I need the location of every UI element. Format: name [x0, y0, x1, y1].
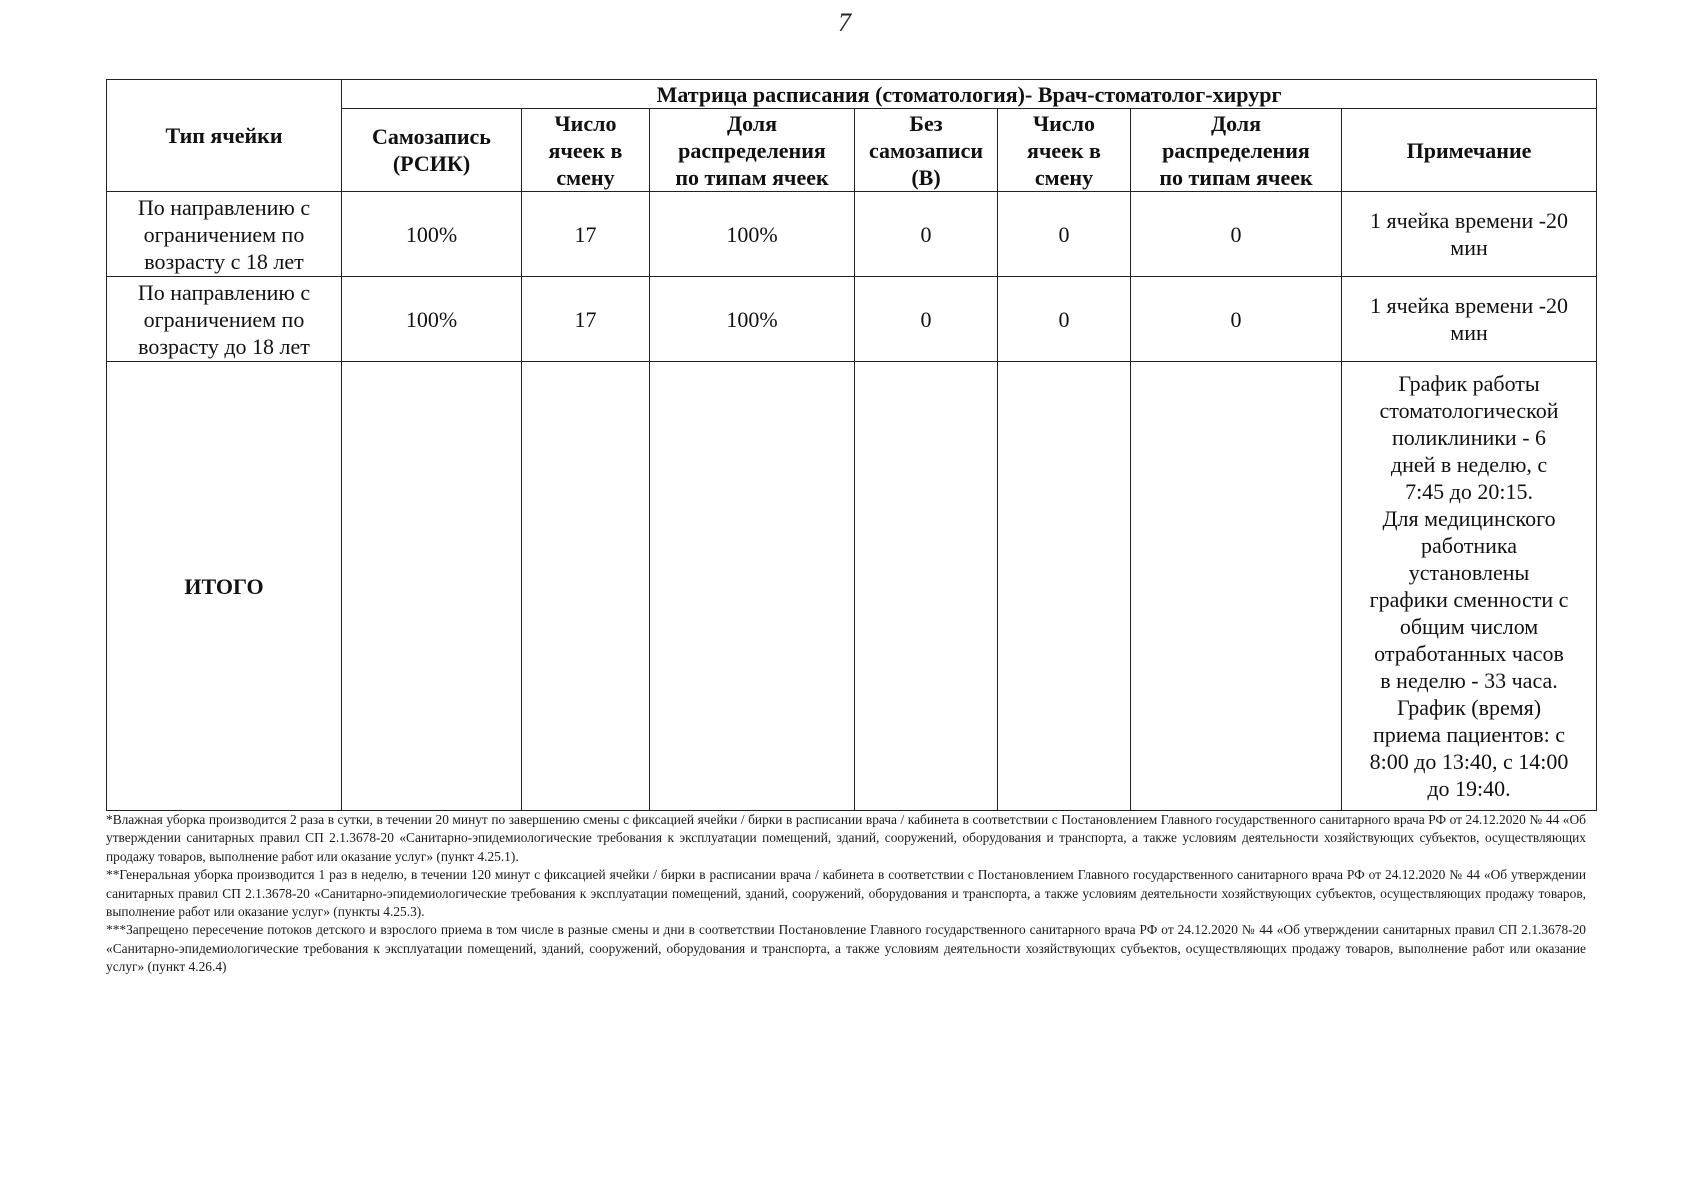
empty-cell: [342, 362, 522, 811]
total-row: [107, 362, 1597, 811]
header-cells-per-shift-line: Число: [554, 110, 617, 136]
total-note-line: работника: [1421, 533, 1517, 558]
header-cells-per-shift-line: Число: [1033, 110, 1095, 136]
header-self-booking-line: (РСИК): [392, 151, 471, 176]
cell-type-line: По направлению с: [137, 279, 311, 305]
total-note-line: приема пациентов: с: [1372, 722, 1566, 747]
table-row: [107, 277, 1597, 362]
cell-type-line: возрасту с 18 лет: [144, 248, 304, 274]
cell-note-line: 1 ячейка времени -20: [1369, 293, 1569, 318]
footnote-general-cleaning: **Генеральная уборка производится 1 раз в неделю, в течении 120 минут с фиксацией ячейки / бирки в расписании врача / кабинета в соответствии с Постановлением Главного государственного санитарного врача РФ от 24.12.2020 № 44 «Об утверждении санитарных правил СП 2.1.3678-20 «Санитарно-эпидемиологические требования к эксплуатации помещений, зданий, сооружений, оборудования и транспорта, а также условиям деятельности хозяйствующих субъектов, осуществляющих продажу товаров, выполнение работ или оказание услуг» (пункты 4.25.3).: [106, 867, 1586, 920]
header-share-line: по типам ячеек: [1159, 164, 1313, 190]
cell-type-line: По направлению с: [137, 194, 311, 220]
cell-type-line: ограничением по: [143, 306, 305, 332]
cell-note: [1342, 277, 1597, 362]
cell-self-booking: 100%: [342, 192, 522, 277]
schedule-matrix-table: [106, 79, 1597, 811]
header-cell-type: [107, 80, 342, 192]
total-note-line: поликлиники - 6: [1392, 425, 1547, 450]
header-share-line: Доля: [1210, 110, 1262, 136]
total-note-line: стоматологической: [1379, 398, 1559, 423]
footnote-flow-separation: ***Запрещено пересечение потоков детского и взрослого приема в том числе в разные смены и дни в соответствии Постановление Главного государственного санитарного врача РФ от 24.12.2020 № 44 «Об утверждении санитарных правил СП 2.1.3678-20 «Санитарно-эпидемиологические требования к эксплуатации помещений, зданий, сооружений, оборудования и транспорта, а также условиям деятельности хозяйствующих субъектов, осуществляющих продажу товаров, выполнение работ или оказание услуг» (пункт 4.26.4): [106, 922, 1586, 975]
total-label: ИТОГО: [107, 362, 342, 811]
header-note: [1342, 109, 1597, 192]
empty-cell: [1131, 362, 1342, 811]
table-title-text: Матрица расписания (стоматология)- Врач-стоматолог-хирург: [656, 81, 1282, 107]
empty-cell: [855, 362, 998, 811]
empty-cell: [998, 362, 1131, 811]
cell-note-line: мин: [1450, 320, 1488, 345]
total-note-line: 7:45 до 20:15.: [1405, 479, 1533, 504]
header-no-self-booking-line: самозаписи: [868, 137, 984, 163]
cell-cells-per-shift-1: 17: [522, 277, 650, 362]
header-share-line: по типам ячеек: [675, 164, 829, 190]
cell-note: [1342, 192, 1597, 277]
cell-note-line: мин: [1450, 235, 1488, 260]
total-note-line: График (время): [1396, 695, 1542, 720]
header-no-self-booking: [855, 109, 998, 192]
total-note-line: дней в неделю, с: [1390, 452, 1548, 477]
cell-type-line: возрасту до 18 лет: [138, 333, 310, 359]
table-title: [342, 80, 1597, 109]
header-self-booking-line: Самозапись: [372, 124, 491, 149]
footnote-wet-cleaning: *Влажная уборка производится 2 раза в сутки, в течении 20 минут по завершению смены с фиксацией ячейки / бирки в расписании врача / кабинета в соответствии с Постановлением Главного государственного санитарного врача РФ от 24.12.2020 № 44 «Об утверждении санитарных правил СП 2.1.3678-20 «Санитарно-эпидемиологические требования к эксплуатации помещений, зданий, сооружений, оборудования и транспорта, а также условиям деятельности хозяйствующих субъектов, осуществляющих продажу товаров, выполнение работ или оказание услуг» (пункт 4.25.1).: [106, 812, 1586, 864]
header-no-self-booking-line: (В): [911, 164, 941, 190]
page-number: 7: [838, 8, 851, 37]
empty-cell: [650, 362, 855, 811]
cell-self-booking: 100%: [342, 277, 522, 362]
cell-share-2: 0: [1131, 192, 1342, 277]
total-note: [1342, 362, 1597, 811]
cell-type: [107, 192, 342, 277]
cell-no-self-booking: 0: [855, 192, 998, 277]
header-cells-per-shift-1: [522, 109, 650, 192]
header-cells-per-shift-2: [998, 109, 1131, 192]
total-note-line: График работы: [1398, 371, 1540, 396]
header-share-line: распределения: [678, 137, 826, 163]
header-self-booking: [342, 109, 522, 192]
total-note-line: отработанных часов: [1374, 641, 1564, 666]
header-note-label: Примечание: [1406, 137, 1532, 163]
header-share-line: Доля: [726, 110, 778, 136]
footnotes: [106, 811, 1586, 977]
cell-cells-per-shift-2: 0: [998, 277, 1131, 362]
cell-share-2: 0: [1131, 277, 1342, 362]
total-note-line: графики сменности с: [1369, 587, 1569, 612]
cell-type-line: ограничением по: [143, 221, 305, 247]
header-share-2: [1131, 109, 1342, 192]
total-note-line: до 19:40.: [1427, 776, 1511, 801]
header-share-line: распределения: [1162, 137, 1310, 163]
header-cells-per-shift-line: смену: [556, 164, 615, 190]
empty-cell: [522, 362, 650, 811]
total-note-line: установлены: [1408, 560, 1530, 585]
cell-no-self-booking: 0: [855, 277, 998, 362]
cell-share-1: 100%: [650, 192, 855, 277]
header-cells-per-shift-line: ячеек в: [548, 137, 623, 163]
total-note-line: общим числом: [1399, 614, 1539, 639]
cell-note-line: 1 ячейка времени -20: [1369, 208, 1569, 233]
header-cells-per-shift-line: ячеек в: [1027, 137, 1101, 163]
header-share-1: [650, 109, 855, 192]
total-note-line: в неделю - 33 часа.: [1380, 668, 1558, 693]
cell-cells-per-shift-2: 0: [998, 192, 1131, 277]
header-no-self-booking-line: Без: [909, 110, 943, 136]
total-note-line: Для медицинского: [1382, 506, 1556, 531]
cell-type: [107, 277, 342, 362]
header-cell-type-label: Тип ячейки: [165, 123, 283, 148]
table-row: [107, 192, 1597, 277]
cell-cells-per-shift-1: 17: [522, 192, 650, 277]
cell-share-1: 100%: [650, 277, 855, 362]
total-note-line: 8:00 до 13:40, с 14:00: [1369, 749, 1569, 774]
header-cells-per-shift-line: смену: [1034, 164, 1094, 190]
